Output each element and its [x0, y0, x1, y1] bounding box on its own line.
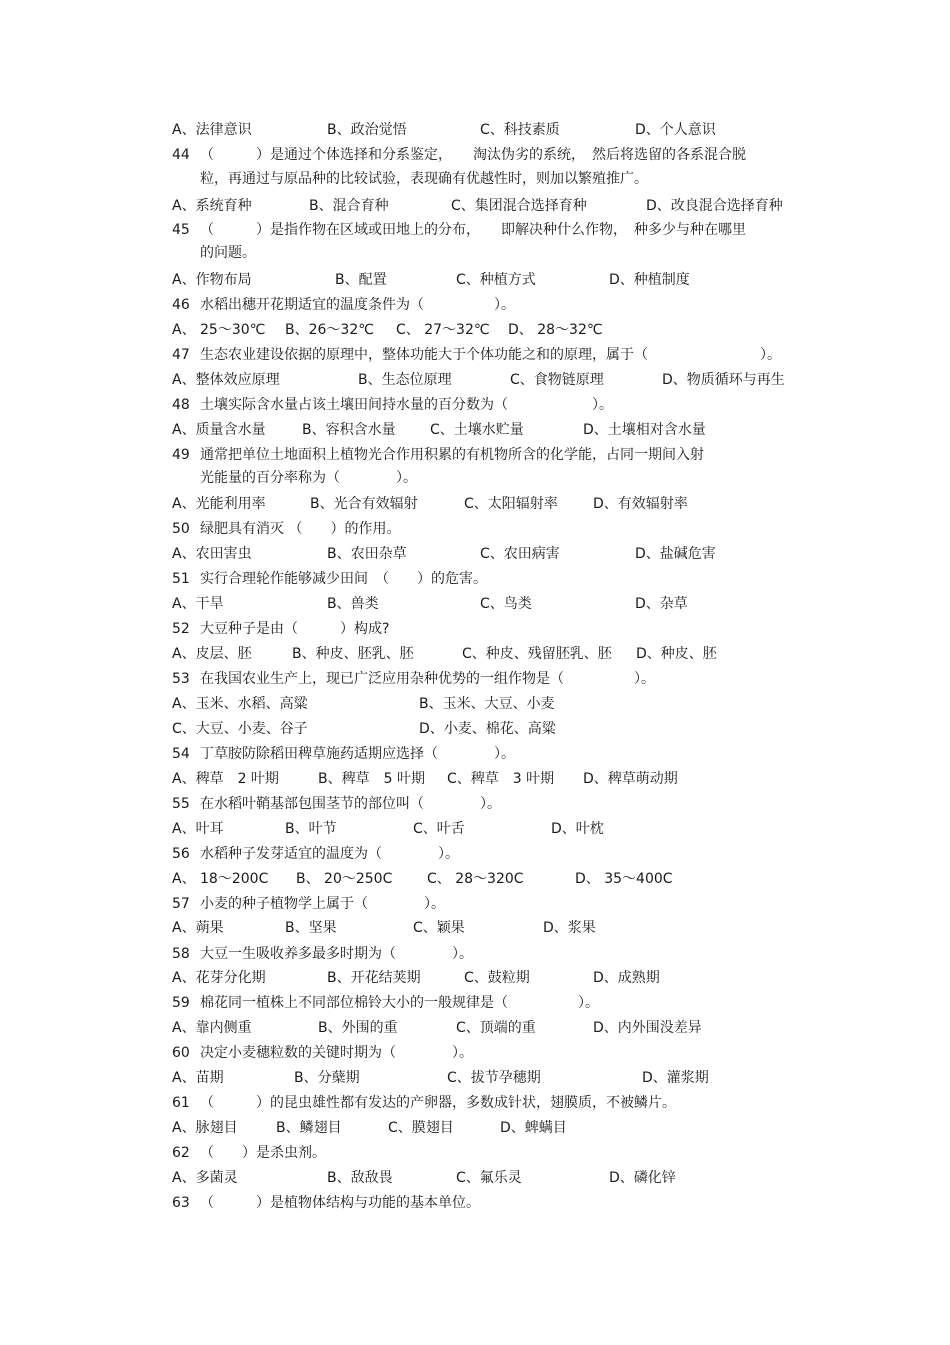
answer-option: B、鳞翅目	[276, 1120, 342, 1136]
answer-option: B、政治觉悟	[327, 122, 407, 138]
answer-option: D、磷化锌	[609, 1170, 676, 1186]
answer-option: B、敌敌畏	[327, 1170, 393, 1186]
question-text: 土壤实际含水量占该土壤田间持水量的百分数为（ ）。	[200, 397, 613, 413]
question-50	[172, 519, 400, 539]
answer-option: A、 18～200C	[172, 871, 269, 887]
question-number: 58	[172, 946, 190, 962]
answer-option: C、种皮、残留胚乳、胚	[462, 646, 612, 662]
question-44	[172, 145, 746, 165]
question-number: 48	[172, 397, 190, 413]
question-text: （ ）是植物体结构与功能的基本单位。	[200, 1195, 480, 1211]
answer-option: A、法律意识	[172, 122, 252, 138]
question-text: 丁草胺防除稻田稗草施药适期应选择（ ）。	[200, 746, 515, 762]
answer-option: C、 27～32℃	[396, 322, 490, 338]
answer-option: C、集团混合选择育种	[451, 198, 587, 214]
answer-option: A、干旱	[172, 596, 224, 612]
question-number: 46	[172, 297, 190, 313]
question-text: 在水稻叶鞘基部包围茎节的部位叫（ ）。	[200, 796, 501, 812]
answer-option: A、作物布局	[172, 272, 252, 288]
question-text: （ ）是杀虫剂。	[200, 1145, 326, 1161]
answer-option: D、土壤相对含水量	[583, 422, 706, 438]
question-text: （ ）是通过个体选择和分系鉴定， 淘汰伪劣的系统， 然后将选留的各系混合脱	[200, 147, 746, 163]
answer-option: C、 28～320C	[427, 871, 524, 887]
answer-option: C、农田病害	[480, 546, 560, 562]
answer-option: B、开花结荚期	[327, 970, 421, 986]
answer-option: D、稗草萌动期	[583, 771, 678, 787]
answer-option: A、花芽分化期	[172, 970, 266, 986]
question-number: 54	[172, 746, 190, 762]
question-text: 水稻出穗开花期适宜的温度条件为（ ）。	[200, 297, 515, 313]
question-63	[172, 1193, 480, 1213]
question-48	[172, 395, 613, 415]
question-text: 绿肥具有消灭 （ ）的作用。	[200, 521, 401, 537]
answer-option: B、兽类	[327, 596, 379, 612]
question-45	[172, 220, 746, 240]
answer-option: B、种皮、胚乳、胚	[292, 646, 414, 662]
answer-option: A、玉米、水稻、高粱	[172, 696, 308, 712]
answer-option: D、有效辐射率	[593, 496, 688, 512]
answer-option: D、杂草	[635, 596, 688, 612]
question-text: 实行合理轮作能够减少田间 （ ）的危害。	[200, 571, 487, 587]
question-number: 45	[172, 222, 190, 238]
question-text: 大豆一生吸收养多最多时期为（ ）。	[200, 946, 473, 962]
question-text: 棉花同一植株上不同部位棉铃大小的一般规律是（ ）。	[200, 995, 599, 1011]
question-number: 44	[172, 147, 190, 163]
question-text: （ ）的昆虫雄性都有发达的产卵器，多数成针状，翅膜质，不被鳞片。	[200, 1095, 676, 1111]
answer-option: C、拔节孕穗期	[447, 1070, 541, 1086]
answer-option: A、 25～30℃	[172, 322, 266, 338]
question-text: 小麦的种子植物学上属于（ ）。	[200, 896, 445, 912]
question-text-continuation: 粒，再通过与原品种的比较试验，表现确有优越性时，则加以繁殖推广。	[200, 171, 648, 187]
answer-option: B、坚果	[285, 920, 337, 936]
answer-option: C、鸟类	[480, 596, 532, 612]
answer-option: A、脉翅目	[172, 1120, 238, 1136]
question-number: 49	[172, 447, 190, 463]
question-56	[172, 844, 459, 864]
question-54	[172, 744, 515, 764]
question-number: 61	[172, 1095, 190, 1111]
answer-option: A、稗草 2 叶期	[172, 771, 279, 787]
question-62	[172, 1143, 326, 1163]
answer-option: B、光合有效辐射	[310, 496, 418, 512]
question-52	[172, 619, 389, 639]
answer-option: D、物质循环与再生	[662, 372, 785, 388]
question-47	[172, 345, 781, 365]
answer-option: A、系统育种	[172, 198, 252, 214]
question-text: 水稻种子发芽适宜的温度为（ ）。	[200, 846, 459, 862]
question-number: 47	[172, 347, 190, 363]
answer-option: A、整体效应原理	[172, 372, 280, 388]
answer-option: A、蒴果	[172, 920, 224, 936]
answer-option: B、外围的重	[318, 1020, 398, 1036]
answer-option: D、成熟期	[593, 970, 660, 986]
answer-option: C、膜翅目	[388, 1120, 454, 1136]
answer-option: B、分蘖期	[294, 1070, 360, 1086]
answer-option: C、太阳辐射率	[464, 496, 558, 512]
question-55	[172, 794, 501, 814]
answer-option: D、盐碱危害	[635, 546, 716, 562]
question-text: 通常把单位土地面积上植物光合作用积累的有机物所含的化学能，占同一期间入射	[200, 447, 704, 463]
question-51	[172, 569, 487, 589]
answer-option: B、叶节	[285, 821, 337, 837]
answer-option: A、多菌灵	[172, 1170, 238, 1186]
question-number: 62	[172, 1145, 190, 1161]
question-57	[172, 894, 445, 914]
question-60	[172, 1043, 473, 1063]
question-59	[172, 993, 599, 1013]
question-text: 生态农业建设依据的原理中，整体功能大于个体功能之和的原理，属于（ ）。	[200, 347, 781, 363]
question-number: 52	[172, 621, 190, 637]
answer-option: A、光能利用率	[172, 496, 266, 512]
answer-option: A、质量含水量	[172, 422, 266, 438]
question-number: 57	[172, 896, 190, 912]
answer-option: D、种植制度	[609, 272, 690, 288]
answer-option: C、大豆、小麦、谷子	[172, 721, 308, 737]
answer-option: C、氟乐灵	[456, 1170, 522, 1186]
question-number: 63	[172, 1195, 190, 1211]
question-61	[172, 1093, 676, 1113]
question-49	[172, 445, 704, 465]
answer-option: C、叶舌	[413, 821, 465, 837]
question-text: 在我国农业生产上，现已广泛应用杂种优势的一组作物是（ ）。	[200, 671, 655, 687]
question-number: 50	[172, 521, 190, 537]
question-number: 55	[172, 796, 190, 812]
question-text-continuation: 的问题。	[200, 245, 256, 261]
answer-option: D、叶枕	[551, 821, 604, 837]
question-text: （ ）是指作物在区域或田地上的分布， 即解决种什么作物， 种多少与种在哪里	[200, 222, 746, 238]
answer-option: A、叶耳	[172, 821, 224, 837]
question-46	[172, 295, 515, 315]
question-number: 60	[172, 1045, 190, 1061]
answer-option: B、容积含水量	[302, 422, 396, 438]
question-text: 大豆种子是由（ ）构成?	[200, 621, 390, 637]
answer-option: B、 20～250C	[296, 871, 393, 887]
answer-option: A、农田害虫	[172, 546, 252, 562]
answer-option: B、生态位原理	[358, 372, 452, 388]
answer-option: C、土壤水贮量	[430, 422, 524, 438]
answer-option: D、 35～400C	[575, 871, 673, 887]
question-53	[172, 669, 655, 689]
answer-option: D、 28～32℃	[508, 322, 603, 338]
answer-option: D、灌浆期	[642, 1070, 709, 1086]
question-number: 59	[172, 995, 190, 1011]
answer-option: B、玉米、大豆、小麦	[419, 696, 555, 712]
answer-option: D、蜱螨目	[500, 1120, 567, 1136]
answer-option: D、浆果	[543, 920, 596, 936]
question-text: 决定小麦穗粒数的关键时期为（ ）。	[200, 1045, 473, 1061]
answer-option: D、内外围没差异	[593, 1020, 702, 1036]
answer-option: D、小麦、棉花、高粱	[419, 721, 556, 737]
answer-option: D、改良混合选择育种	[646, 198, 783, 214]
answer-option: B、农田杂草	[327, 546, 407, 562]
answer-option: C、顶端的重	[456, 1020, 536, 1036]
answer-option: C、种植方式	[456, 272, 536, 288]
answer-option: D、个人意识	[635, 122, 716, 138]
answer-option: D、种皮、胚	[636, 646, 717, 662]
answer-option: A、皮层、胚	[172, 646, 252, 662]
answer-option: B、配置	[335, 272, 387, 288]
answer-option: A、苗期	[172, 1070, 224, 1086]
answer-option: B、混合育种	[309, 198, 389, 214]
question-number: 53	[172, 671, 190, 687]
answer-option: C、颖果	[413, 920, 465, 936]
question-number: 51	[172, 571, 190, 587]
answer-option: C、食物链原理	[510, 372, 604, 388]
answer-option: C、鼓粒期	[464, 970, 530, 986]
question-number: 56	[172, 846, 190, 862]
question-58	[172, 944, 473, 964]
answer-option: B、26～32℃	[285, 322, 374, 338]
question-text-continuation: 光能量的百分率称为（ ）。	[200, 470, 417, 486]
answer-option: C、稗草 3 叶期	[447, 771, 555, 787]
answer-option: A、靠内侧重	[172, 1020, 252, 1036]
answer-option: B、稗草 5 叶期	[318, 771, 425, 787]
answer-option: C、科技素质	[480, 122, 560, 138]
